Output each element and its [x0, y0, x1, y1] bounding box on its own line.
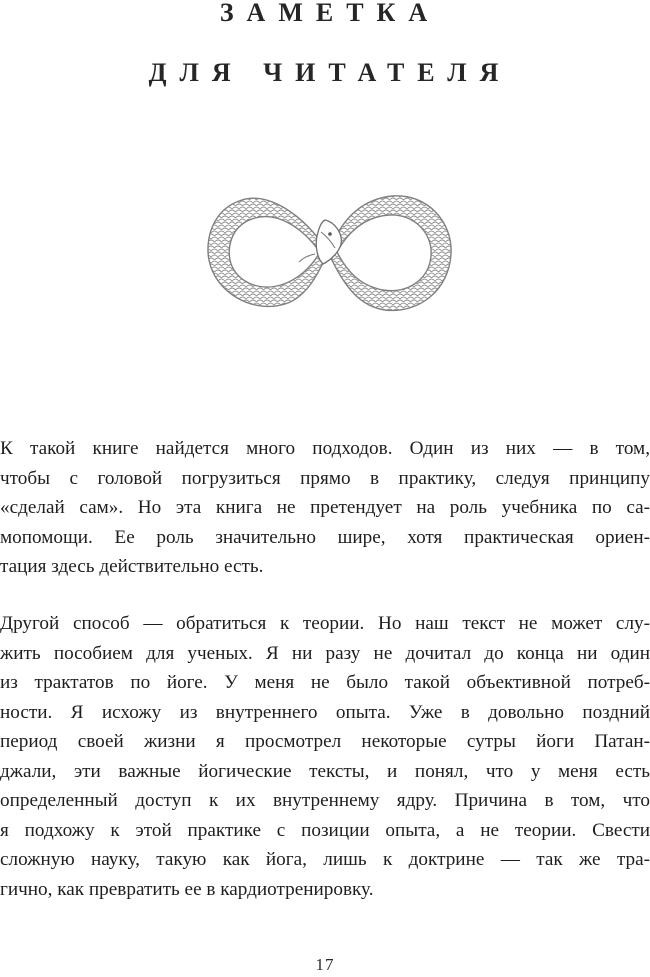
paragraph-line: ности. Я исхожу из внутреннего опыта. Уже в довольно поздний [0, 701, 650, 723]
paragraph-line: гично, как превратить ее в кардиотренировку. [0, 878, 374, 900]
paragraph-line: К такой книге найдется много подходов. Один из них — в том, [0, 438, 650, 459]
paragraph-line: жить пособием для ученых. Я ни разу не дочитал до конца ни один [0, 642, 650, 664]
paragraph-line: тация здесь действительно есть. [0, 556, 264, 577]
paragraph-line: Другой способ — обратиться к теории. Но наш текст не может слу- [0, 613, 650, 634]
paragraph-2 [0, 609, 650, 904]
paragraph-line: определенный доступ к их внутреннему ядру. Причина в том, что [0, 790, 650, 811]
paragraph-line: мопомощи. Ее роль значительно шире, хотя практическая ориен- [0, 526, 650, 548]
paragraph-1 [0, 434, 650, 582]
paragraph-line: из трактатов по йоге. У меня не было такой объективной потреб- [0, 672, 650, 693]
paragraph-line: чтобы с головой погрузиться прямо в практику, следуя принципу [0, 467, 650, 489]
paragraph-line: сложную науку, такую как йога, лишь к доктрине — так же тра- [0, 849, 650, 870]
paragraph-line: период своей жизни я просмотрел некоторые сутры йоги Патан- [0, 731, 650, 752]
chapter-title-line-1: ЗАМЕТКА [219, 0, 441, 27]
chapter-title-line-2: ДЛЯ ЧИТАТЕЛЯ [148, 58, 512, 87]
paragraph-line: джали, эти важные йогические тексты, и понял, что у меня есть [0, 760, 650, 782]
ouroboros-infinity-serpent-icon [197, 182, 459, 322]
paragraph-line: я подхожу к этой практике с позиции опыта, а не теории. Свести [0, 819, 650, 841]
paragraph-line: «сделай сам». Но эта книга не претендует на роль учебника по са- [0, 497, 650, 518]
page-number: 17 [315, 955, 335, 974]
